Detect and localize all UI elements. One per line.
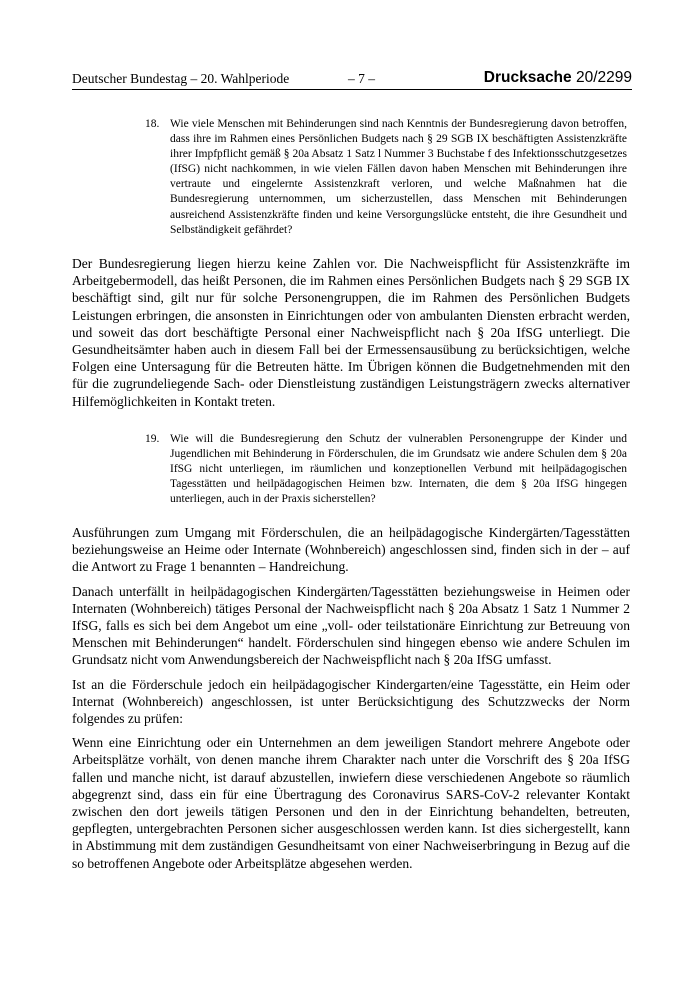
answer-18 (72, 255, 630, 417)
question-19 (145, 432, 627, 507)
question-text: Wie will die Bundesregierung den Schutz der vulnerablen Personengruppe der Kinder und Jugendlichen mit Behinderung in Förderschulen, die im Grundsatz wie andere Schulen dem § 20a IfSG nicht unterliegen, im räumlichen und konzeptionellen Verbund mit heilpädagogischen Tagesstätten und heilpädagogischen Heimen bzw. Internaten, die dem § 20a IfSG hingegen unterliegen, auch in der Praxis sicherstellen? (170, 433, 627, 506)
answer-19 (72, 524, 630, 879)
answer-paragraph: Ausführungen zum Umgang mit Förderschulen, die an heilpädagogische Kindergärten/Tagesstätten beziehungsweise an Heime oder Internate (Wohnbereich) angeschlossen sind, finden sich in der – auf die Antwort zu Frage 1 benannten – Handreichung. (72, 525, 630, 575)
question-18 (145, 117, 627, 238)
answer-paragraph: Wenn eine Einrichtung oder ein Unternehmen an dem jeweiligen Standort mehrere Angebote oder Arbeitsplätze vorhält, von denen manche ihrem Charakter nach unter die Vorschrift des § 20a IfSG fallen und manche nicht, ist darauf abzustellen, inwiefern diese verschiedenen Angebote so räumlich abgegrenzt sind, dass ein für eine Übertragung des Coronavirus SARS-CoV-2 relevanter Kontakt zwischen den dort jeweils tätigen Personen und den in der Einrichtung behandelten, betreuten, gepflegten, untergebrachten Personen sicher ausgeschlossen werden kann. Ist dies sichergestellt, kann in Abstimmung mit dem zuständigen Gesundheitsamt von einer Nachweiserbringung in Bezug auf die so betroffenen Angebote oder Arbeitsplätze abgesehen werden. (72, 735, 630, 871)
header-divider (72, 89, 632, 90)
answer-paragraph: Der Bundesregierung liegen hierzu keine Zahlen vor. Die Nachweispflicht für Assistenzkräfte im Arbeitgebermodell, das heißt Personen, die im Rahmen eines Persönlichen Budgets nach § 29 SGB IX beschäftigt sind, gilt nur für solche Personengruppen, die im Rahmen des Persönlichen Budgets Leistungen erbringen, die ansonsten in Einrichtungen oder von ambulanten Diensten erbracht werden, und soweit das dort beschäftigte Personal einer Nachweispflicht nach § 20a IfSG unterliegt. Die Gesundheitsämter haben auch in diesem Fall bei der Ermessensausübung zu berücksichtigen, welche Folgen eine Untersagung für die Betreuten hätte. Im Übrigen können die Budgetnehmenden mit den für die zugrundeliegende Sach- oder Dienstleistung zuständigen Leistungsträgern zwecks alternativer Hilfemöglichkeiten in Kontakt treten. (72, 256, 630, 409)
question-number: 18. (145, 118, 160, 130)
document-number (484, 69, 632, 87)
parliament-period: Deutscher Bundestag – 20. Wahlperiode (72, 71, 290, 86)
page-number: – 7 – (348, 71, 375, 86)
question-text: Wie viele Menschen mit Behinderungen sind nach Kenntnis der Bundesregierung davon betroffen, dass ihre im Rahmen eines Persönlichen Budgets nach § 29 SGB IX beschäftigten Assistenzkräfte ihrer Impfpflicht gemäß § 20a Absatz 1 Satz l Nummer 3 Buchstabe f des Infektionsschutzgesetzes (IfSG) nicht nachkommen, in wie vielen Fällen davon haben Menschen mit Behinderungen ihre vertraute und eingelernte Assistenzkraft verloren, und welche Maßnahmen hat die Bundesregierung unternommen, um sicherzustellen, dass Menschen mit Behinderungen ausreichend Assistenzkräfte finden und keine Versorgungslücke entsteht, die ihre Gesundheit und Selbständigkeit gefährdet? (170, 118, 627, 236)
page-header (72, 69, 632, 89)
document-number-value: 20/2299 (571, 69, 632, 86)
answer-paragraph: Ist an die Förderschule jedoch ein heilpädagogischer Kindergarten/eine Tagesstätte, ein Heim oder Internat (Wohnbereich) angeschlossen, ist unter Berücksichtigung des Schutzzwecks der Norm folgendes zu prüfen: (72, 676, 630, 727)
document-number-prefix: Drucksache (483, 69, 572, 86)
answer-paragraph: Danach unterfällt in heilpädagogischen Kindergärten/Tagesstätten beziehungsweise in Heimen oder Internaten (Wohnbereich) tätiges Personal der Nachweispflicht nach § 20a Absatz 1 Satz 1 Nummer 2 IfSG, falls es sich bei dem Angebot um eine „voll- oder teilstationäre Einrichtung zur Betreuung von Menschen mit Behinderungen“ handelt. Förderschulen sind hingegen ebenso wie andere Schulen im Grundsatz nicht vom Anwendungsbereich der Nachweispflicht nach § 20a IfSG umfasst. (72, 583, 630, 668)
question-number: 19. (145, 433, 160, 445)
